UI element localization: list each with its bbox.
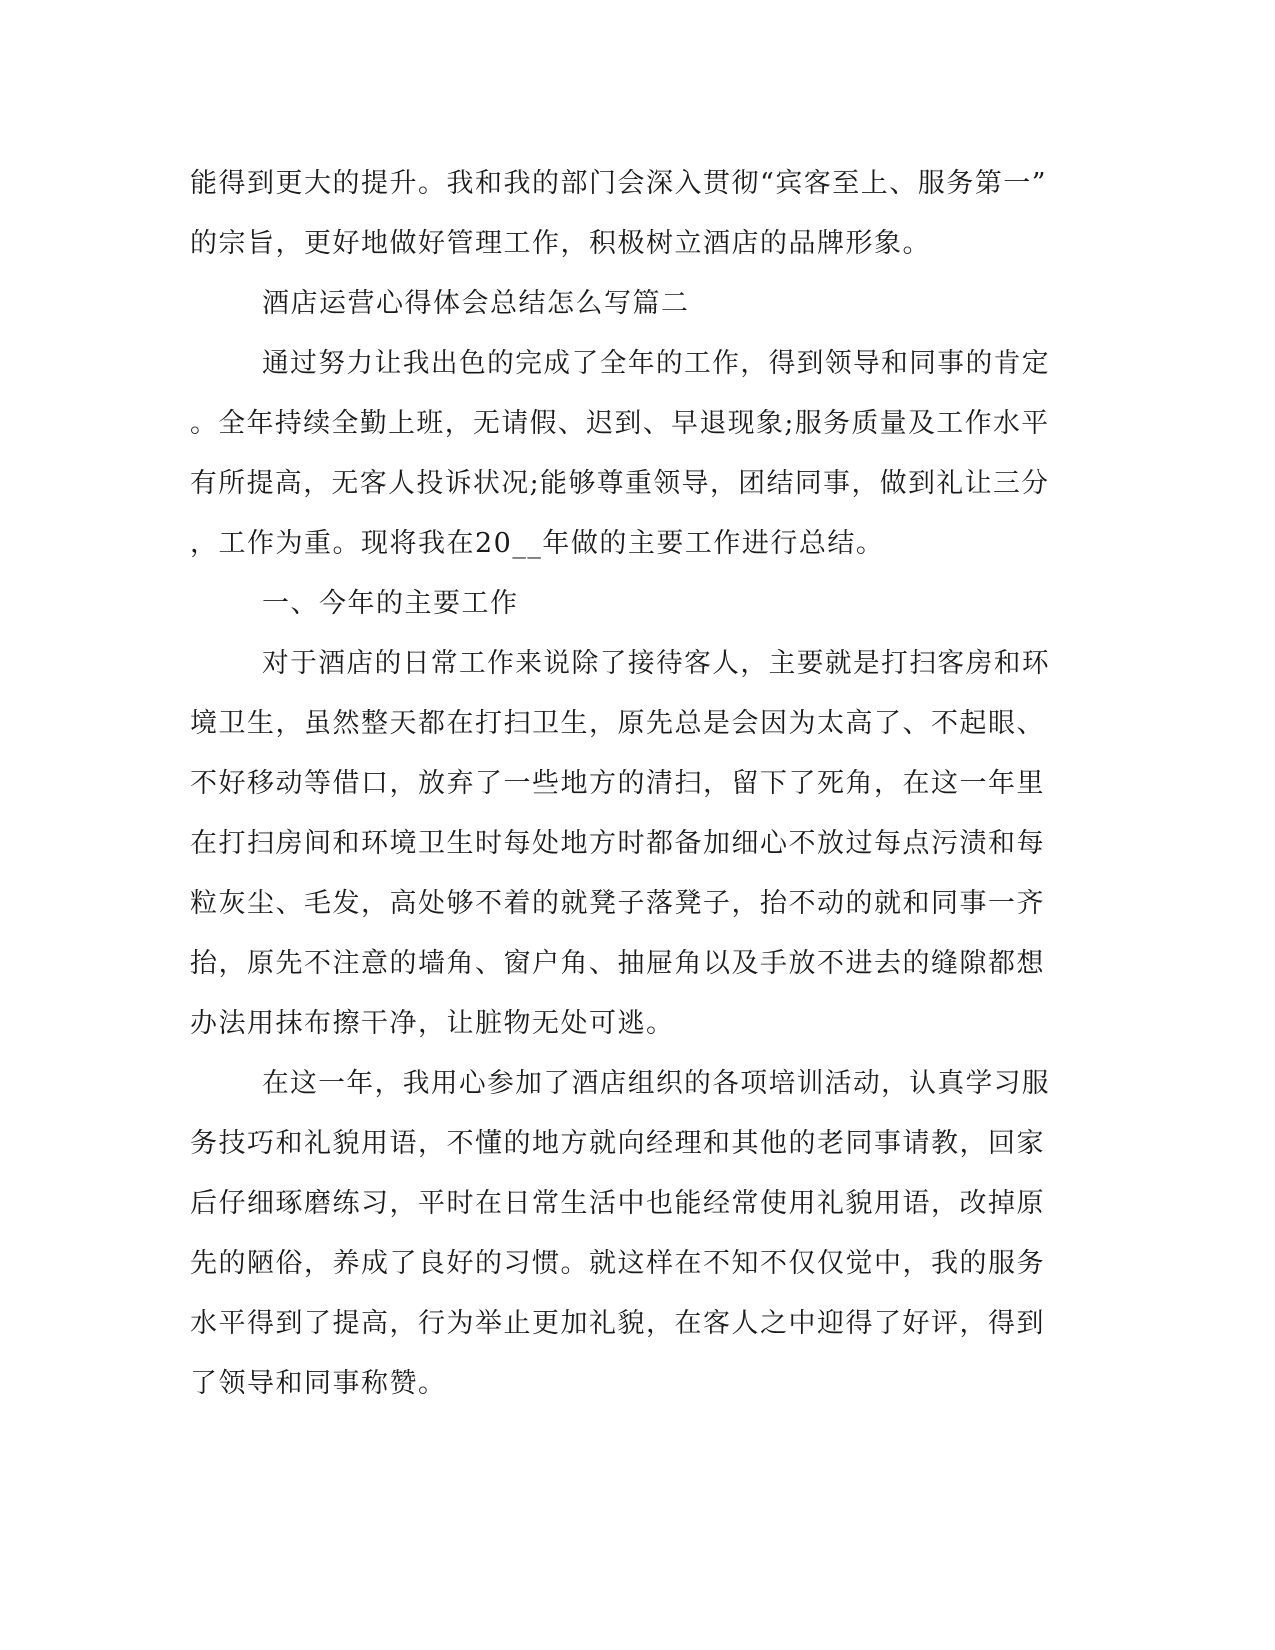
text-line: 对于酒店的日常工作来说除了接待客人，主要就是打扫客房和环 bbox=[262, 648, 1050, 679]
text-line: 先的陋俗，养成了良好的习惯。就这样在不知不仅仅觉中，我的服务 bbox=[190, 1248, 1045, 1279]
text-line: 通过努力让我出色的完成了全年的工作，得到领导和同事的肯定 bbox=[262, 348, 1050, 379]
text-line: 在这一年，我用心参加了酒店组织的各项培训活动，认真学习服 bbox=[262, 1068, 1050, 1099]
text-line: 抬，原先不注意的墙角、窗户角、抽屉角以及手放不进去的缝隙都想 bbox=[190, 948, 1045, 979]
section-heading: 酒店运营心得体会总结怎么写篇二 bbox=[262, 288, 690, 319]
text-line: 有所提高，无客人投诉状况;能够尊重领导，团结同事，做到礼让三分 bbox=[190, 468, 1050, 499]
text-line: 水平得到了提高，行为举止更加礼貌，在客人之中迎得了好评，得到 bbox=[190, 1308, 1045, 1339]
text-line: 能得到更大的提升。我和我的部门会深入贯彻“宾客至上、服务第一” bbox=[190, 168, 1048, 199]
text-line: 的宗旨，更好地做好管理工作，积极树立酒店的品牌形象。 bbox=[190, 228, 931, 259]
text-line: 务技巧和礼貌用语，不懂的地方就向经理和其他的老同事请教，回家 bbox=[190, 1128, 1045, 1159]
text-line: 粒灰尘、毛发，高处够不着的就凳子落凳子，抬不动的就和同事一齐 bbox=[190, 888, 1045, 919]
text-line: 了领导和同事称赞。 bbox=[190, 1368, 447, 1399]
text-line: 办法用抹布擦干净，让脏物无处可逃。 bbox=[190, 1008, 675, 1039]
text-line: 在打扫房间和环境卫生时每处地方时都备加细心不放过每点污渍和每 bbox=[190, 828, 1045, 859]
text-line: ，工作为重。现将我在20__年做的主要工作进行总结。 bbox=[190, 528, 885, 559]
text-line: 。全年持续全勤上班，无请假、迟到、早退现象;服务质量及工作水平 bbox=[190, 408, 1050, 439]
text-line: 不好移动等借口，放弃了一些地方的清扫，留下了死角，在这一年里 bbox=[190, 768, 1045, 799]
text-line: 后仔细琢磨练习，平时在日常生活中也能经常使用礼貌用语，改掉原 bbox=[190, 1188, 1045, 1219]
text-line: 境卫生，虽然整天都在打扫卫生，原先总是会因为太高了、不起眼、 bbox=[190, 708, 1045, 739]
subsection-heading: 一、今年的主要工作 bbox=[262, 588, 519, 619]
